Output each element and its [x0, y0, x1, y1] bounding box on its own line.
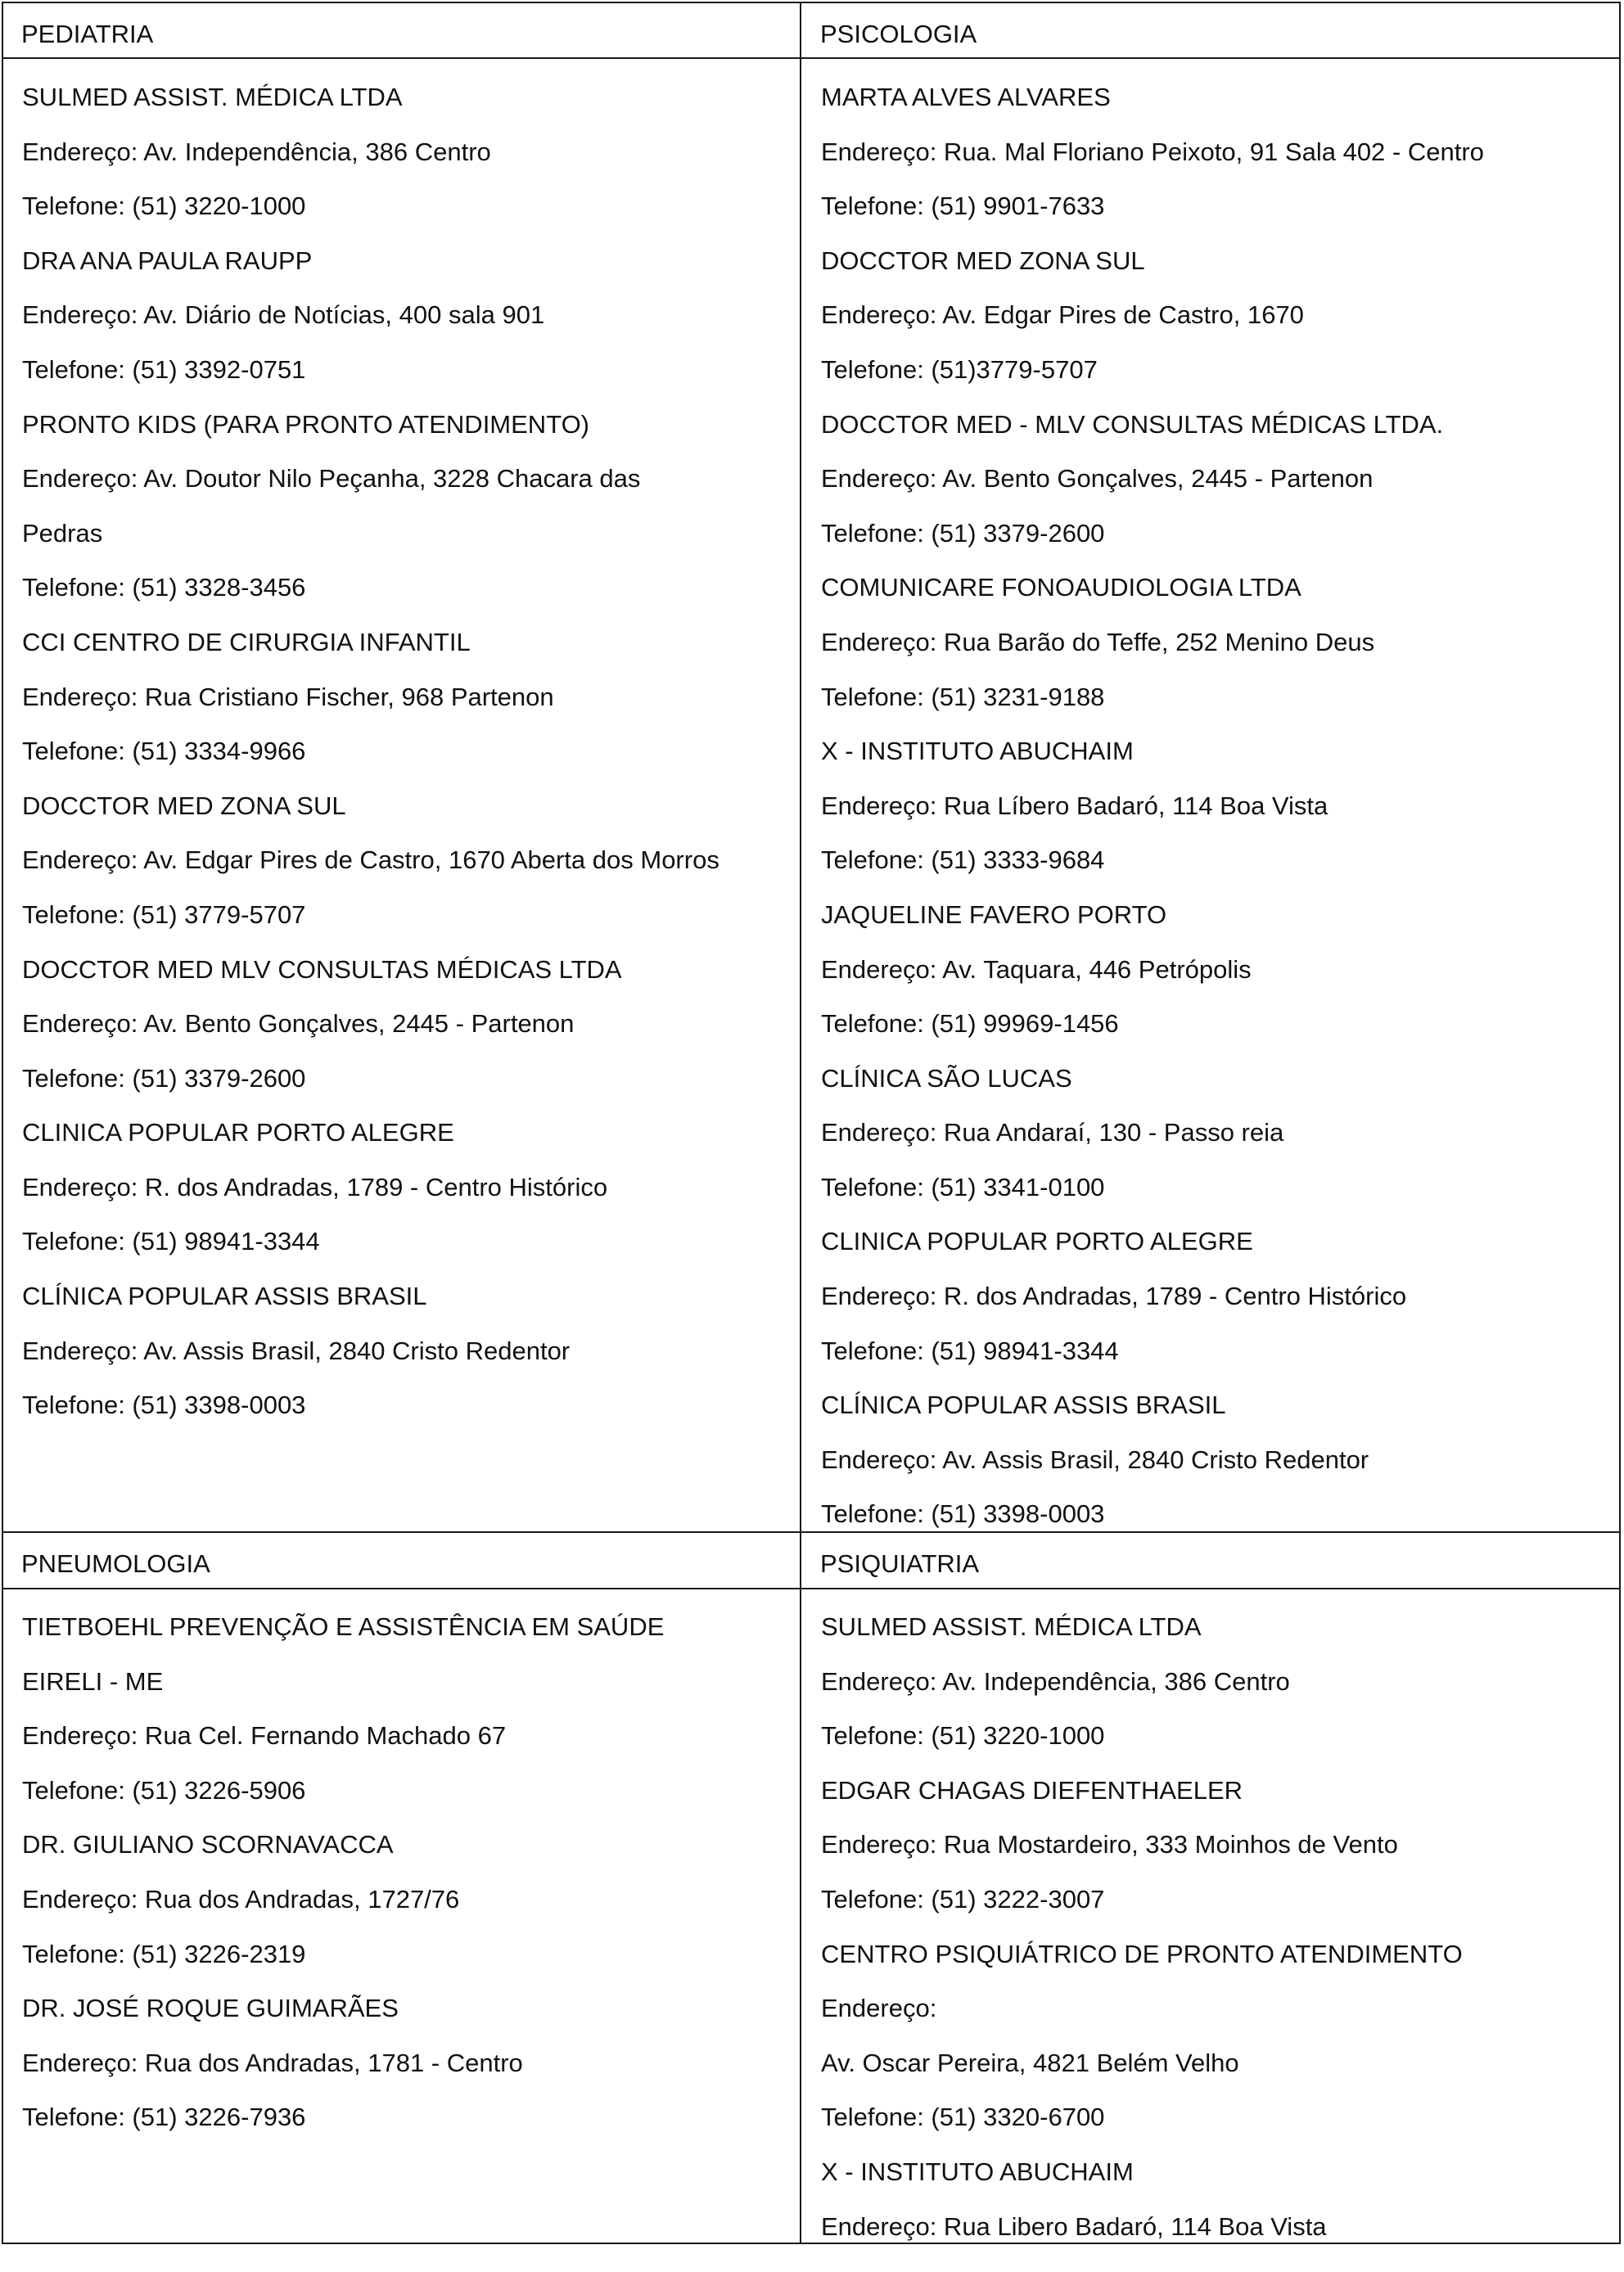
list-item: Telefone: (51) 3231-9188 — [821, 682, 1105, 711]
list-item: Telefone: (51) 99969-1456 — [821, 1009, 1119, 1039]
list-item: DOCCTOR MED ZONA SUL — [22, 791, 346, 820]
section-title-psiquiatria: PSIQUIATRIA — [820, 1549, 980, 1578]
list-item: Endereço: Rua dos Andradas, 1781 - Centro — [22, 2048, 523, 2077]
list-item: Endereço: Rua. Mal Floriano Peixoto, 91 Sala 402 - Centro — [821, 137, 1484, 166]
list-psiquiatria — [821, 1600, 1619, 2254]
list-item: DOCCTOR MED - MLV CONSULTAS MÉDICAS LTDA. — [821, 409, 1444, 439]
list-item: Telefone: (51) 3226-7936 — [22, 2103, 306, 2132]
list-psicologia — [821, 70, 1619, 1542]
list-item: DRA ANA PAULA RAUPP — [22, 246, 313, 275]
list-item: Endereço: Av. Assis Brasil, 2840 Cristo Redentor — [22, 1336, 571, 1365]
list-item: Endereço: Rua Cel. Fernando Machado 67 — [22, 1721, 507, 1751]
list-item: Telefone: (51) 3320-6700 — [821, 2103, 1105, 2132]
list-pediatria — [22, 70, 800, 1433]
list-item: Pedras — [22, 518, 103, 548]
section-title-pneumologia: PNEUMOLOGIA — [21, 1549, 210, 1578]
list-item: Telefone: (51) 3220-1000 — [821, 1721, 1105, 1751]
list-item: DR. GIULIANO SCORNAVACCA — [22, 1830, 394, 1860]
list-item: Endereço: Av. Independência, 386 Centro — [821, 1666, 1290, 1696]
list-item: X - INSTITUTO ABUCHAIM — [821, 2157, 1134, 2186]
list-item: Telefone: (51) 3379-2600 — [22, 1063, 306, 1093]
list-item: Telefone: (51) 3328-3456 — [22, 573, 306, 602]
list-item: Endereço: Rua dos Andradas, 1727/76 — [22, 1884, 460, 1914]
list-item: DOCCTOR MED ZONA SUL — [821, 246, 1145, 275]
list-item: Telefone: (51) 3392-0751 — [22, 354, 306, 384]
list-item: PRONTO KIDS (PARA PRONTO ATENDIMENTO) — [22, 409, 590, 439]
specialty-table — [2, 2, 1621, 2244]
list-item: Telefone: (51) 3341-0100 — [821, 1172, 1105, 1201]
list-item: CCI CENTRO DE CIRURGIA INFANTIL — [22, 627, 471, 656]
list-item: Endereço: — [821, 1994, 937, 2023]
list-item: Endereço: Av. Independência, 386 Centro — [22, 137, 491, 166]
list-item: EIRELI - ME — [22, 1666, 164, 1696]
list-item: Endereço: Rua Cristiano Fischer, 968 Partenon — [22, 682, 554, 711]
section-title-pediatria: PEDIATRIA — [21, 20, 154, 48]
list-item: Endereço: R. dos Andradas, 1789 - Centro Histórico — [22, 1172, 608, 1201]
list-item: Telefone: (51) 3220-1000 — [22, 192, 306, 221]
list-item: Telefone: (51) 3398-0003 — [821, 1499, 1105, 1529]
list-item: Endereço: Av. Edgar Pires de Castro, 1670 Aberta dos Morros — [22, 845, 720, 875]
list-item: Av. Oscar Pereira, 4821 Belém Velho — [821, 2048, 1239, 2077]
list-item: Telefone: (51) 3222-3007 — [821, 1884, 1105, 1914]
list-item: CLÍNICA POPULAR ASSIS BRASIL — [22, 1282, 427, 1311]
list-item: Endereço: Av. Edgar Pires de Castro, 1670 — [821, 300, 1304, 330]
section-psiquiatria — [801, 1533, 1619, 2243]
list-item: Telefone: (51) 3226-2319 — [22, 1939, 306, 1968]
list-item: Endereço: Av. Assis Brasil, 2840 Cristo Redentor — [821, 1445, 1369, 1474]
list-item: Telefone: (51) 3779-5707 — [22, 899, 306, 929]
list-item: Endereço: Rua Líbero Badaró, 114 Boa Vista — [821, 791, 1329, 820]
list-item: CLINICA POPULAR PORTO ALEGRE — [22, 1118, 454, 1147]
list-item: Telefone: (51) 9901-7633 — [821, 192, 1105, 221]
list-item: Telefone: (51)3779-5707 — [821, 354, 1098, 384]
list-item: Endereço: Av. Taquara, 446 Petrópolis — [821, 954, 1252, 984]
list-item: Endereço: Rua Mostardeiro, 333 Moinhos de Vento — [821, 1830, 1398, 1860]
list-item: SULMED ASSIST. MÉDICA LTDA — [22, 83, 403, 111]
section-pediatria — [3, 3, 800, 1531]
list-item: Endereço: Av. Bento Gonçalves, 2445 - Partenon — [22, 1009, 575, 1039]
list-item: TIETBOEHL PREVENÇÃO E ASSISTÊNCIA EM SAÚDE — [22, 1612, 665, 1641]
list-item: Endereço: Av. Diário de Notícias, 400 sala 901 — [22, 300, 545, 330]
list-item: COMUNICARE FONOAUDIOLOGIA LTDA — [821, 573, 1301, 602]
list-item: Telefone: (51) 3334-9966 — [22, 737, 306, 766]
list-item: Endereço: Rua Andaraí, 130 - Passo reia — [821, 1118, 1284, 1147]
list-item: Telefone: (51) 3398-0003 — [22, 1391, 306, 1420]
list-item: Endereço: Rua Libero Badaró, 114 Boa Vista — [821, 2211, 1327, 2241]
list-item: Telefone: (51) 3333-9684 — [821, 845, 1105, 875]
list-item: SULMED ASSIST. MÉDICA LTDA — [821, 1612, 1202, 1641]
list-item: DR. JOSÉ ROQUE GUIMARÃES — [22, 1994, 399, 2023]
section-pneumologia — [3, 1533, 800, 2243]
list-item: CLÍNICA SÃO LUCAS — [821, 1063, 1072, 1093]
list-item: Telefone: (51) 98941-3344 — [821, 1336, 1119, 1365]
list-item: Telefone: (51) 98941-3344 — [22, 1227, 320, 1256]
section-psicologia — [801, 3, 1619, 1531]
list-item: Endereço: Av. Doutor Nilo Peçanha, 3228 Chacara das — [22, 464, 641, 494]
list-item: X - INSTITUTO ABUCHAIM — [821, 737, 1134, 766]
list-item: JAQUELINE FAVERO PORTO — [821, 899, 1167, 929]
section-title-psicologia: PSICOLOGIA — [820, 20, 977, 48]
list-item: MARTA ALVES ALVARES — [821, 83, 1111, 111]
list-item: Endereço: Rua Barão do Teffe, 252 Menino Deus — [821, 627, 1375, 656]
list-item: DOCCTOR MED MLV CONSULTAS MÉDICAS LTDA — [22, 954, 622, 984]
list-item: Endereço: Av. Bento Gonçalves, 2445 - Partenon — [821, 464, 1374, 494]
list-item: Telefone: (51) 3226-5906 — [22, 1775, 306, 1805]
list-item: CENTRO PSIQUIÁTRICO DE PRONTO ATENDIMENTO — [821, 1939, 1463, 1968]
list-item: CLÍNICA POPULAR ASSIS BRASIL — [821, 1391, 1226, 1420]
list-item: Endereço: R. dos Andradas, 1789 - Centro Histórico — [821, 1282, 1407, 1311]
list-pneumologia — [22, 1600, 800, 2145]
list-item: EDGAR CHAGAS DIEFENTHAELER — [821, 1775, 1243, 1805]
list-item: CLINICA POPULAR PORTO ALEGRE — [821, 1227, 1253, 1256]
list-item: Telefone: (51) 3379-2600 — [821, 518, 1105, 548]
